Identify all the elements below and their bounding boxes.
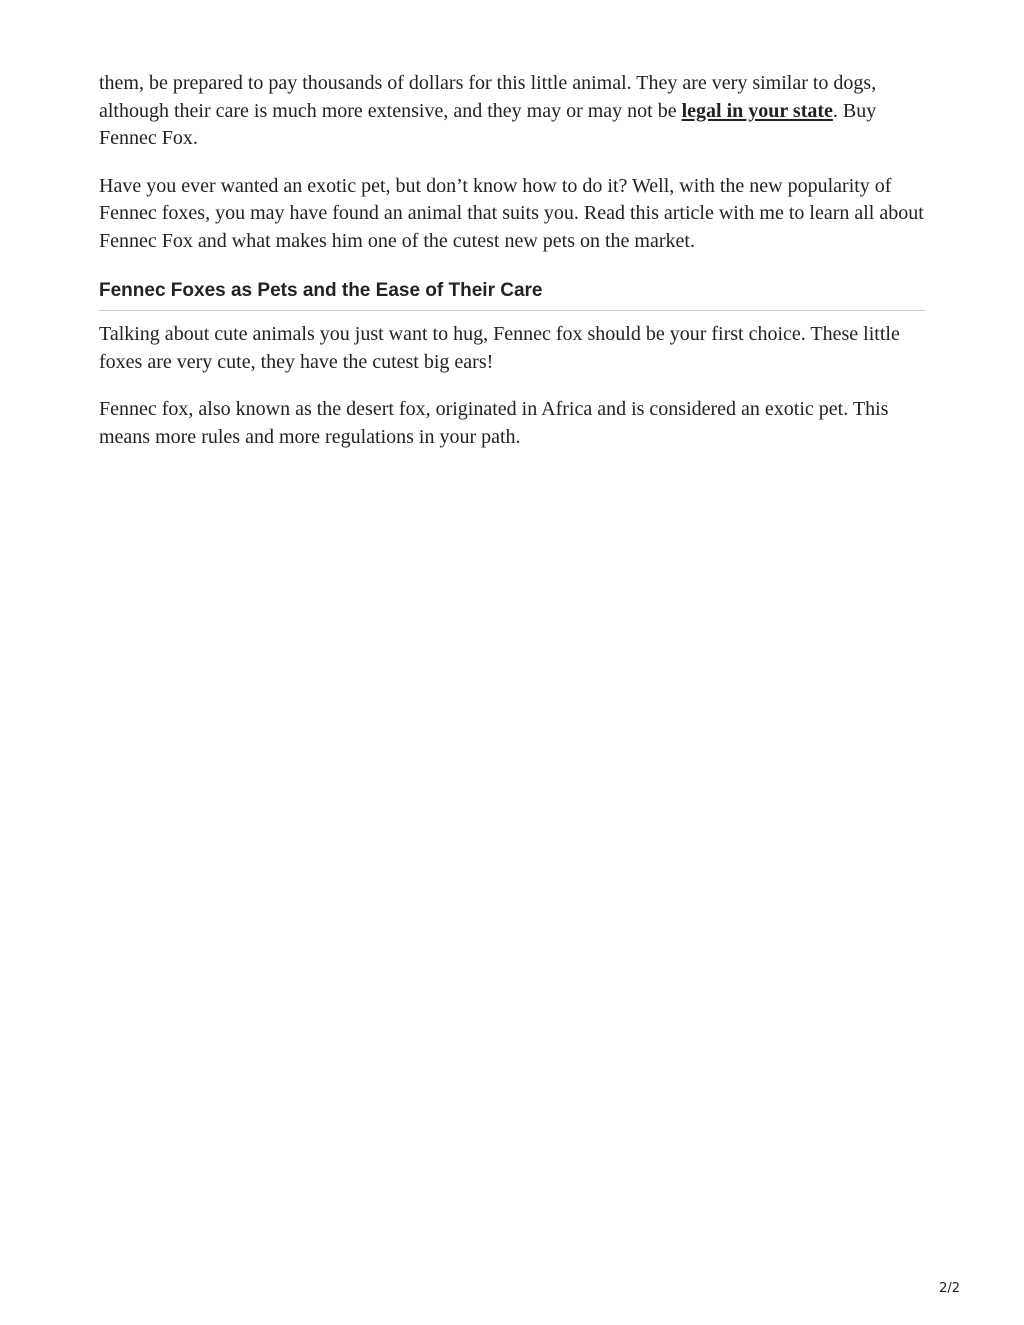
paragraph-cute-animals: Talking about cute animals you just want to hug, Fennec fox should be your first choice. These little foxes are very cute, they have the cutest big ears!	[99, 323, 900, 373]
article-body	[99, 70, 925, 451]
paragraph-intro	[99, 70, 925, 153]
page-number: 2/2	[939, 1281, 960, 1296]
paragraph-desert-fox: Fennec fox, also known as the desert fox, originated in Africa and is considered an exotic pet. This means more rules and more regulations in your path.	[99, 398, 889, 448]
paragraph-intro-text: them, be prepared to pay thousands of dollars for this little animal. They are very similar to dogs, although their care is much more extensive, and they may or may not be	[99, 72, 877, 122]
paragraph-intro-tail: . Buy Fennec Fox.	[99, 99, 877, 149]
legal-in-your-state-link[interactable]: legal in your state	[681, 99, 833, 122]
section-heading: Fennec Foxes as Pets and the Ease of Their Care	[99, 280, 925, 311]
paragraph-exotic-pet: Have you ever wanted an exotic pet, but don’t know how to do it? Well, with the new popularity of Fennec foxes, you may have found an animal that suits you. Read this article with me to learn all about Fennec Fox and what makes him one of the cutest new pets on the market.	[99, 174, 924, 252]
